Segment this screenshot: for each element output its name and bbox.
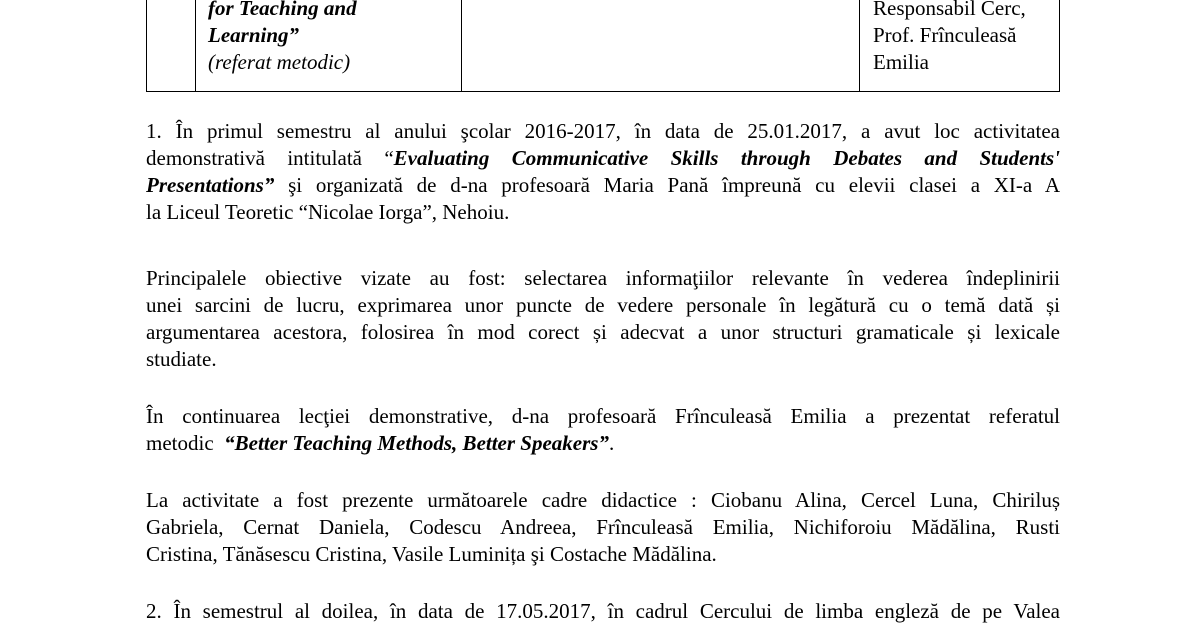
text-line: unei sarcini de lucru, exprimarea unor puncte de vedere personale în legătură cu o temă dată și: [146, 293, 1060, 317]
text-fragment: metodic: [146, 431, 225, 455]
text-line: 1. În primul semestru al anului şcolar 2016-2017, în data de 25.01.2017, a avut loc activitatea: [146, 119, 1060, 143]
table-column-divider: [859, 0, 860, 91]
activity-title-emphasis: Presentations”: [146, 173, 275, 197]
activity-type-note: (referat metodic): [208, 50, 351, 74]
paragraph-attendees: [146, 487, 1060, 568]
table-column-divider: [461, 0, 462, 91]
text-line: [146, 145, 1060, 172]
text-fragment: .: [608, 431, 615, 455]
activity-title-line: Learning”: [208, 23, 300, 47]
text-line: la Liceul Teoretic “Nicolae Iorga”, Nehoiu.: [146, 200, 510, 224]
paragraph-first-semester: [146, 118, 1060, 226]
text-line: [146, 430, 1060, 457]
text-line: Cristina, Tănăsescu Cristina, Vasile Luminița şi Costache Mădălina.: [146, 542, 717, 566]
paragraph-second-semester: [146, 598, 1060, 625]
text-line: În continuarea lecţiei demonstrative, d-na profesoară Frînculeasă Emilia a prezentat referatul: [146, 404, 1060, 428]
text-line: studiate.: [146, 347, 217, 371]
report-title-emphasis: “Better Teaching Methods, Better Speakers”: [224, 431, 609, 455]
activities-table: [146, 0, 1060, 92]
text-fragment: şi organizată de d-na profesoară Maria Pană împreună cu elevii clasei a XI-a A: [274, 173, 1060, 197]
paragraph-objectives: [146, 265, 1060, 373]
paragraph-methodical-report: [146, 403, 1060, 457]
text-line: La activitate a fost prezente următoarele cadre didactice : Ciobanu Alina, Cercel Luna, Chiriluș: [146, 488, 1060, 512]
table-cell-responsible: [873, 0, 1026, 76]
activity-title-emphasis: Evaluating Communicative Skills through Debates and Students': [393, 146, 1060, 170]
text-line: argumentarea acestora, folosirea în mod corect și adecvat a unor structuri gramaticale și lexicale: [146, 320, 1060, 344]
table-cell-activity-title: [208, 0, 357, 76]
activity-title-line: for Teaching and: [208, 0, 357, 20]
table-column-divider: [195, 0, 196, 91]
responsible-line: Responsabil Cerc,: [873, 0, 1026, 20]
text-line: Gabriela, Cernat Daniela, Codescu Andreea, Frînculeasă Emilia, Nichiforoiu Mădălina, Rusti: [146, 515, 1060, 539]
responsible-line: Prof. Frînculeasă: [873, 23, 1017, 47]
text-line: [146, 172, 1060, 199]
responsible-line: Emilia: [873, 50, 929, 74]
text-line: 2. În semestrul al doilea, în data de 17.05.2017, în cadrul Cercului de limba engleză de pe Valea: [146, 599, 1060, 623]
text-fragment: demonstrativă intitulată “: [146, 146, 394, 170]
text-line: Principalele obiective vizate au fost: selectarea informaţiilor relevante în vederea îndeplinirii: [146, 266, 1060, 290]
